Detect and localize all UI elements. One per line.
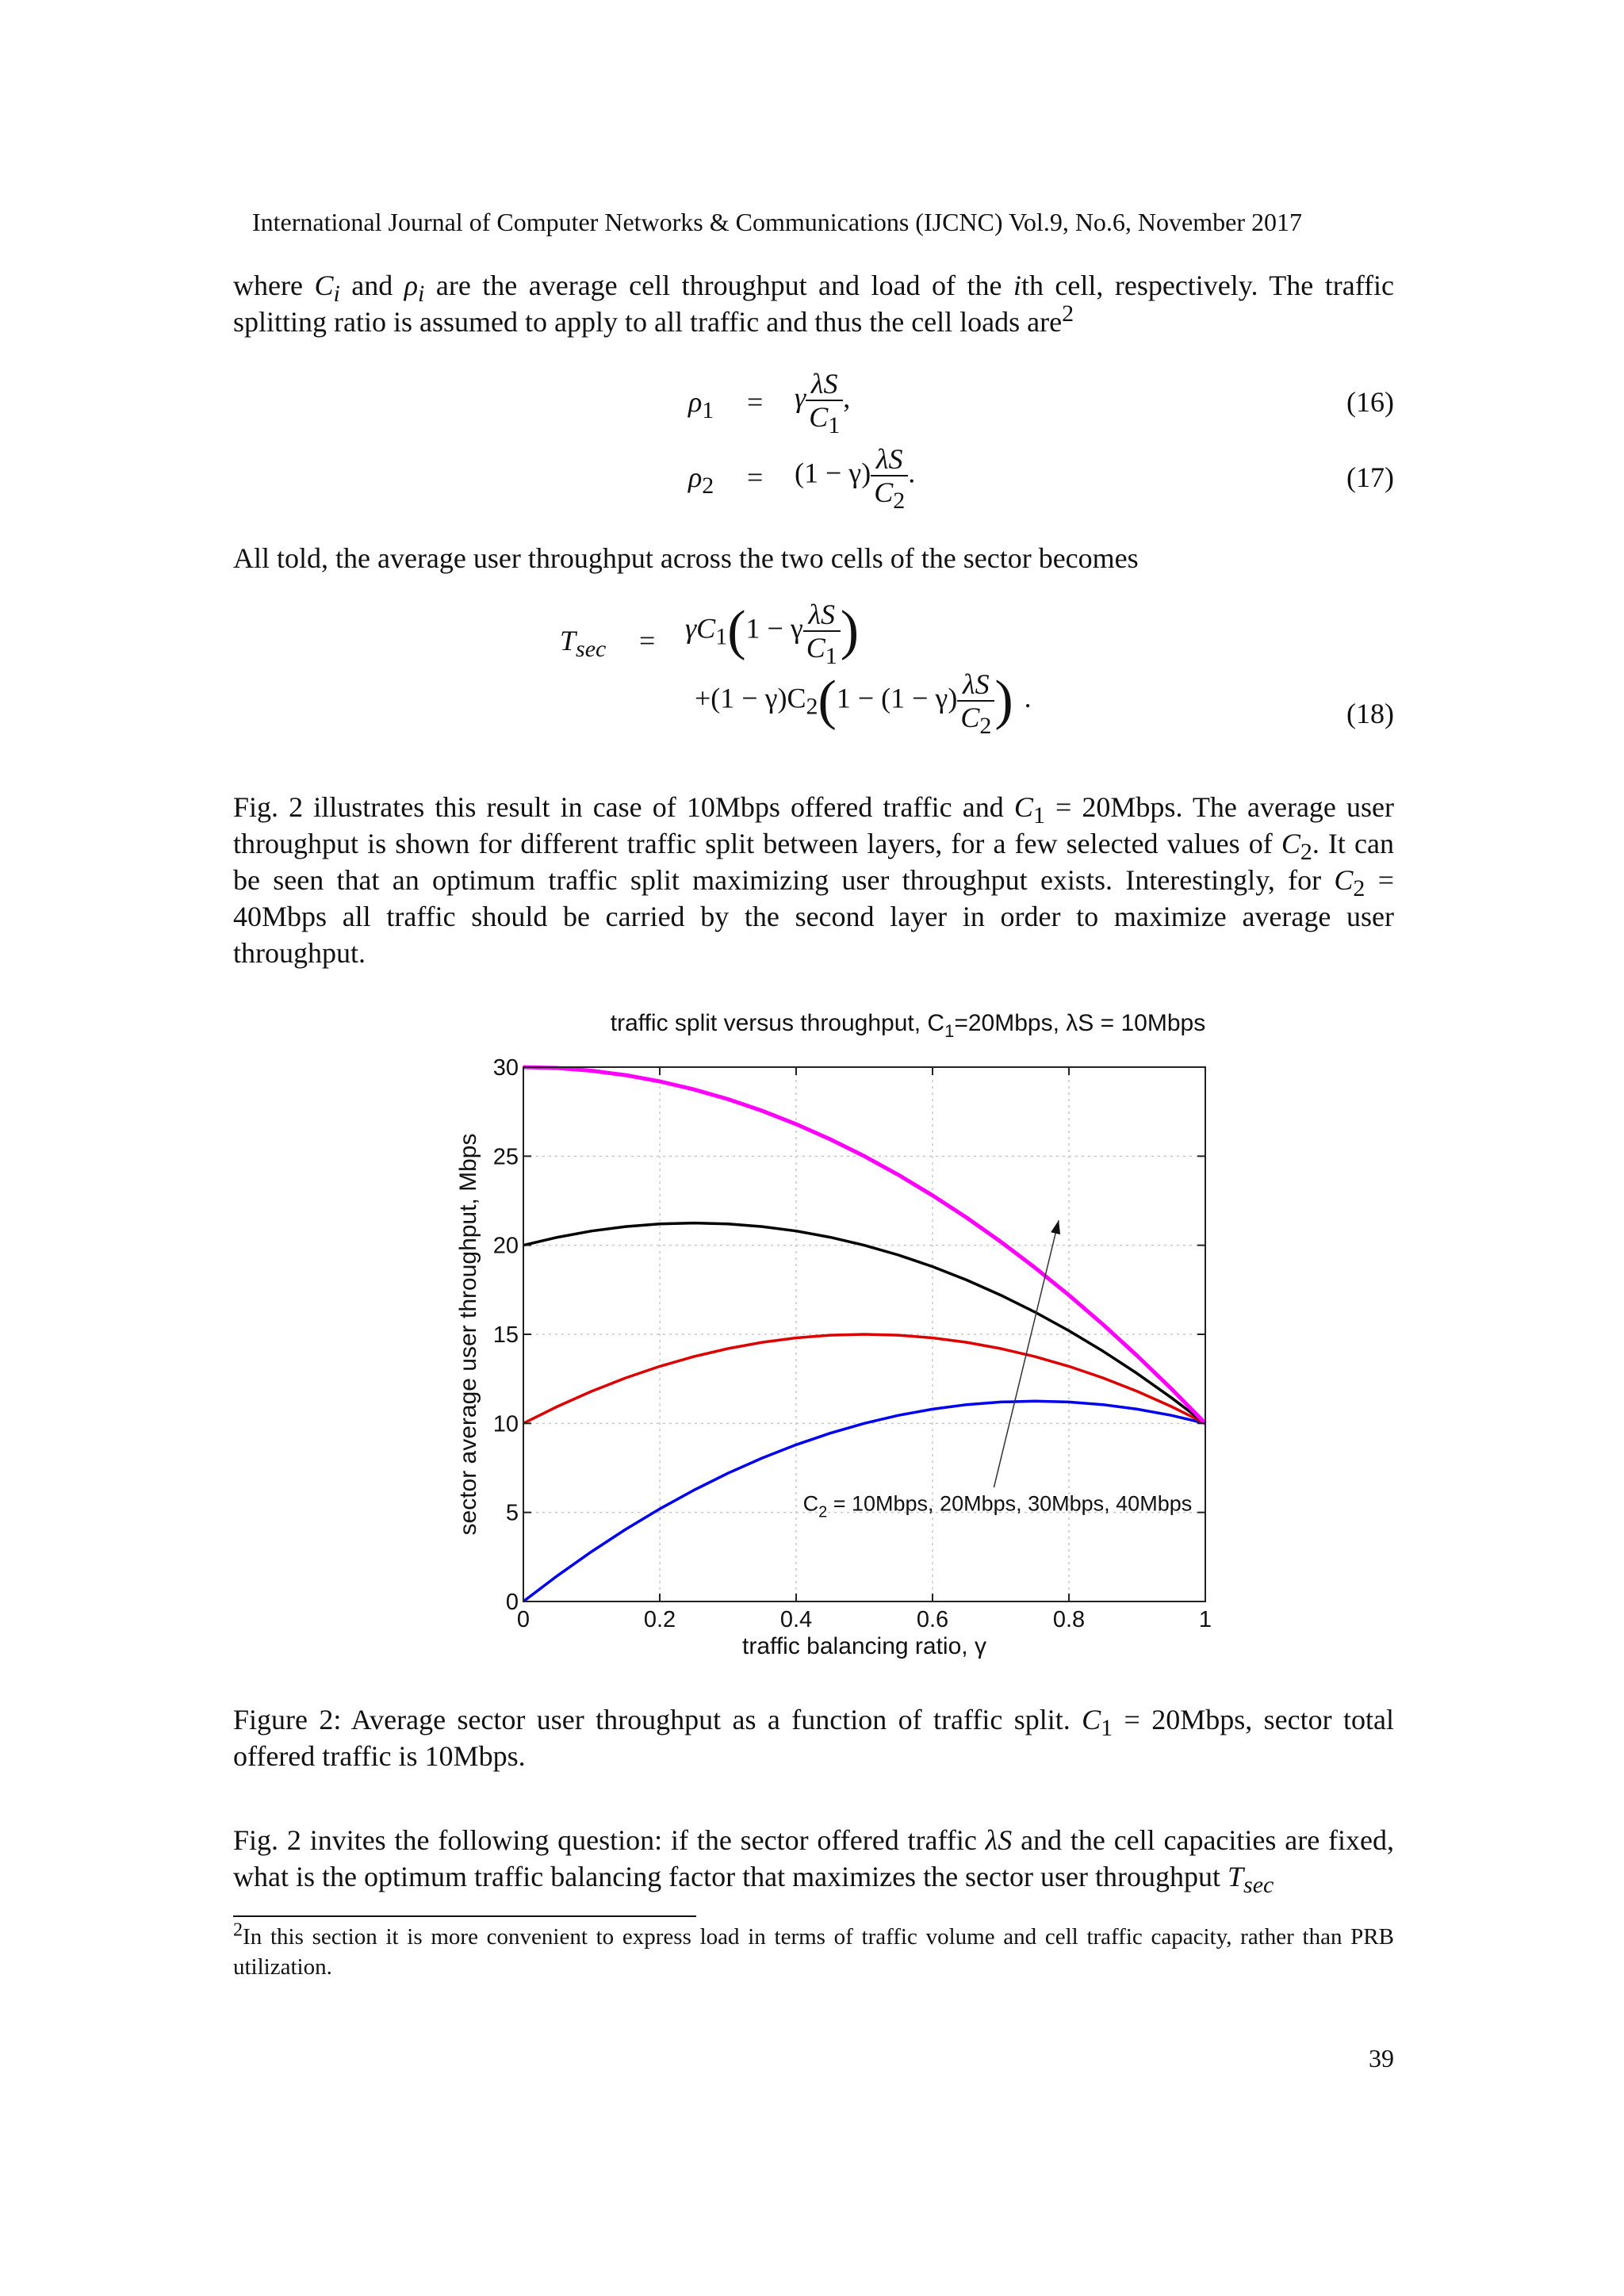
y-tick-label: 20 xyxy=(492,1233,519,1259)
eq18-lhs: $T_{sec}$ xyxy=(560,625,607,663)
eq17-number: (17) xyxy=(1346,461,1394,493)
x-tick-label: 0.8 xyxy=(1052,1607,1086,1632)
x-tick-label: 0.2 xyxy=(643,1607,676,1632)
chart-title: traffic split versus throughput, $C_1=20Mbps$, λS = 10Mbps xyxy=(610,1010,1206,1041)
page-number: 39 xyxy=(1369,2044,1394,2072)
paragraph-all-told: All told, the average user throughput across the two cells of the sector becomes xyxy=(233,542,1139,574)
annotation-arrow-head xyxy=(1051,1220,1060,1234)
eq17-rhs: (1 − γ) $\frac{\lambda S}{C_2}$ . xyxy=(795,443,916,515)
x-tick-label: 1 xyxy=(1198,1607,1212,1632)
y-tick-label: 10 xyxy=(492,1411,519,1437)
y-tick-label: 15 xyxy=(492,1322,519,1348)
chart-annotation: $C_2$ = 10Mbps, 20Mbps, 30Mbps, 40Mbps xyxy=(802,1491,1193,1521)
eq16-lhs: $\rho_1$ xyxy=(688,386,714,424)
eq18-equals: = xyxy=(639,625,656,656)
y-tick-label: 30 xyxy=(492,1055,519,1081)
eq18-line2: $+(1 - \gamma)C_2(1 - (1 - \gamma)$ $\frac{\lambda S}{C_2}$ ) . xyxy=(695,668,1032,740)
eq18-line1: $\gamma C_1(1 - \gamma$ $\frac{\lambda S}{C_1}$ ) xyxy=(685,599,860,670)
footnote-mark: 2 xyxy=(1062,300,1074,327)
eq17-equals: = xyxy=(747,461,764,493)
eq16-number: (16) xyxy=(1346,386,1394,418)
equation-18 xyxy=(0,599,1624,757)
x-axis-label: traffic balancing ratio, γ xyxy=(742,1633,986,1659)
y-tick-label: 25 xyxy=(492,1144,519,1170)
footnote-number: 2 xyxy=(233,1919,243,1941)
paragraph-cell-loads: where $C_i$ and $\rho_i$ are the average cell throughput and load of the ith cell, respectively. The traffic splitting ratio is assumed to apply to all traffic and thus the cell loads are$^2$ xyxy=(233,270,1395,338)
figure-caption: Figure 2: Average sector user throughput as a function of traffic split. $C_1$ = 20Mbps, sector total offered traffic is 10Mbps. xyxy=(233,1704,1394,1772)
running-header: International Journal of Computer Networks & Communications (IJCNC) Vol.9, No.6, November 2017 xyxy=(252,208,1302,236)
footnote: $^2$In this section it is more convenient to express load in terms of traffic volume and cell traffic capacity, rather than PRB utilization. xyxy=(233,1919,1394,1980)
paragraph-fig2-description: Fig. 2 illustrates this result in case of 10Mbps offered traffic and $C_1$ = 20Mbps. The average user throughput is shown for different traffic split between layers, for a few selected values of $C_2$. It can be seen that an optimum traffic split maximizing user throughput exists. Interestingly, for $C_2$ = 40Mbps all traffic should be carried by the second layer in order to maximize average user throughput. xyxy=(233,791,1394,969)
x-tick-label: 0 xyxy=(516,1607,530,1632)
paragraph-question: Fig. 2 invites the following question: if the sector offered traffic λS and the cell capacities are fixed, what is the optimum traffic balancing factor that maximizes the sector user throughput $T_{sec}$ xyxy=(233,1824,1394,1899)
eq18-number: (18) xyxy=(1346,698,1394,729)
equation-16 xyxy=(0,363,1624,442)
y-axis-label: sector average user throughput, Mbps xyxy=(455,1133,481,1536)
eq17-lhs: $\rho_2$ xyxy=(688,461,714,499)
y-tick-label: 0 xyxy=(505,1590,519,1615)
y-tick-label: 5 xyxy=(505,1500,519,1526)
figure-2-chart xyxy=(444,999,1237,1673)
equation-17 xyxy=(0,440,1624,519)
x-tick-label: 0.4 xyxy=(779,1607,813,1632)
x-tick-label: 0.6 xyxy=(916,1607,949,1632)
eq16-equals: = xyxy=(747,386,764,418)
chart-svg xyxy=(444,999,1237,1673)
series-line-2 xyxy=(523,1334,1205,1423)
eq16-rhs: γ $\frac{\lambda S}{C_1}$ , xyxy=(795,368,851,439)
footnote-rule xyxy=(233,1915,696,1917)
